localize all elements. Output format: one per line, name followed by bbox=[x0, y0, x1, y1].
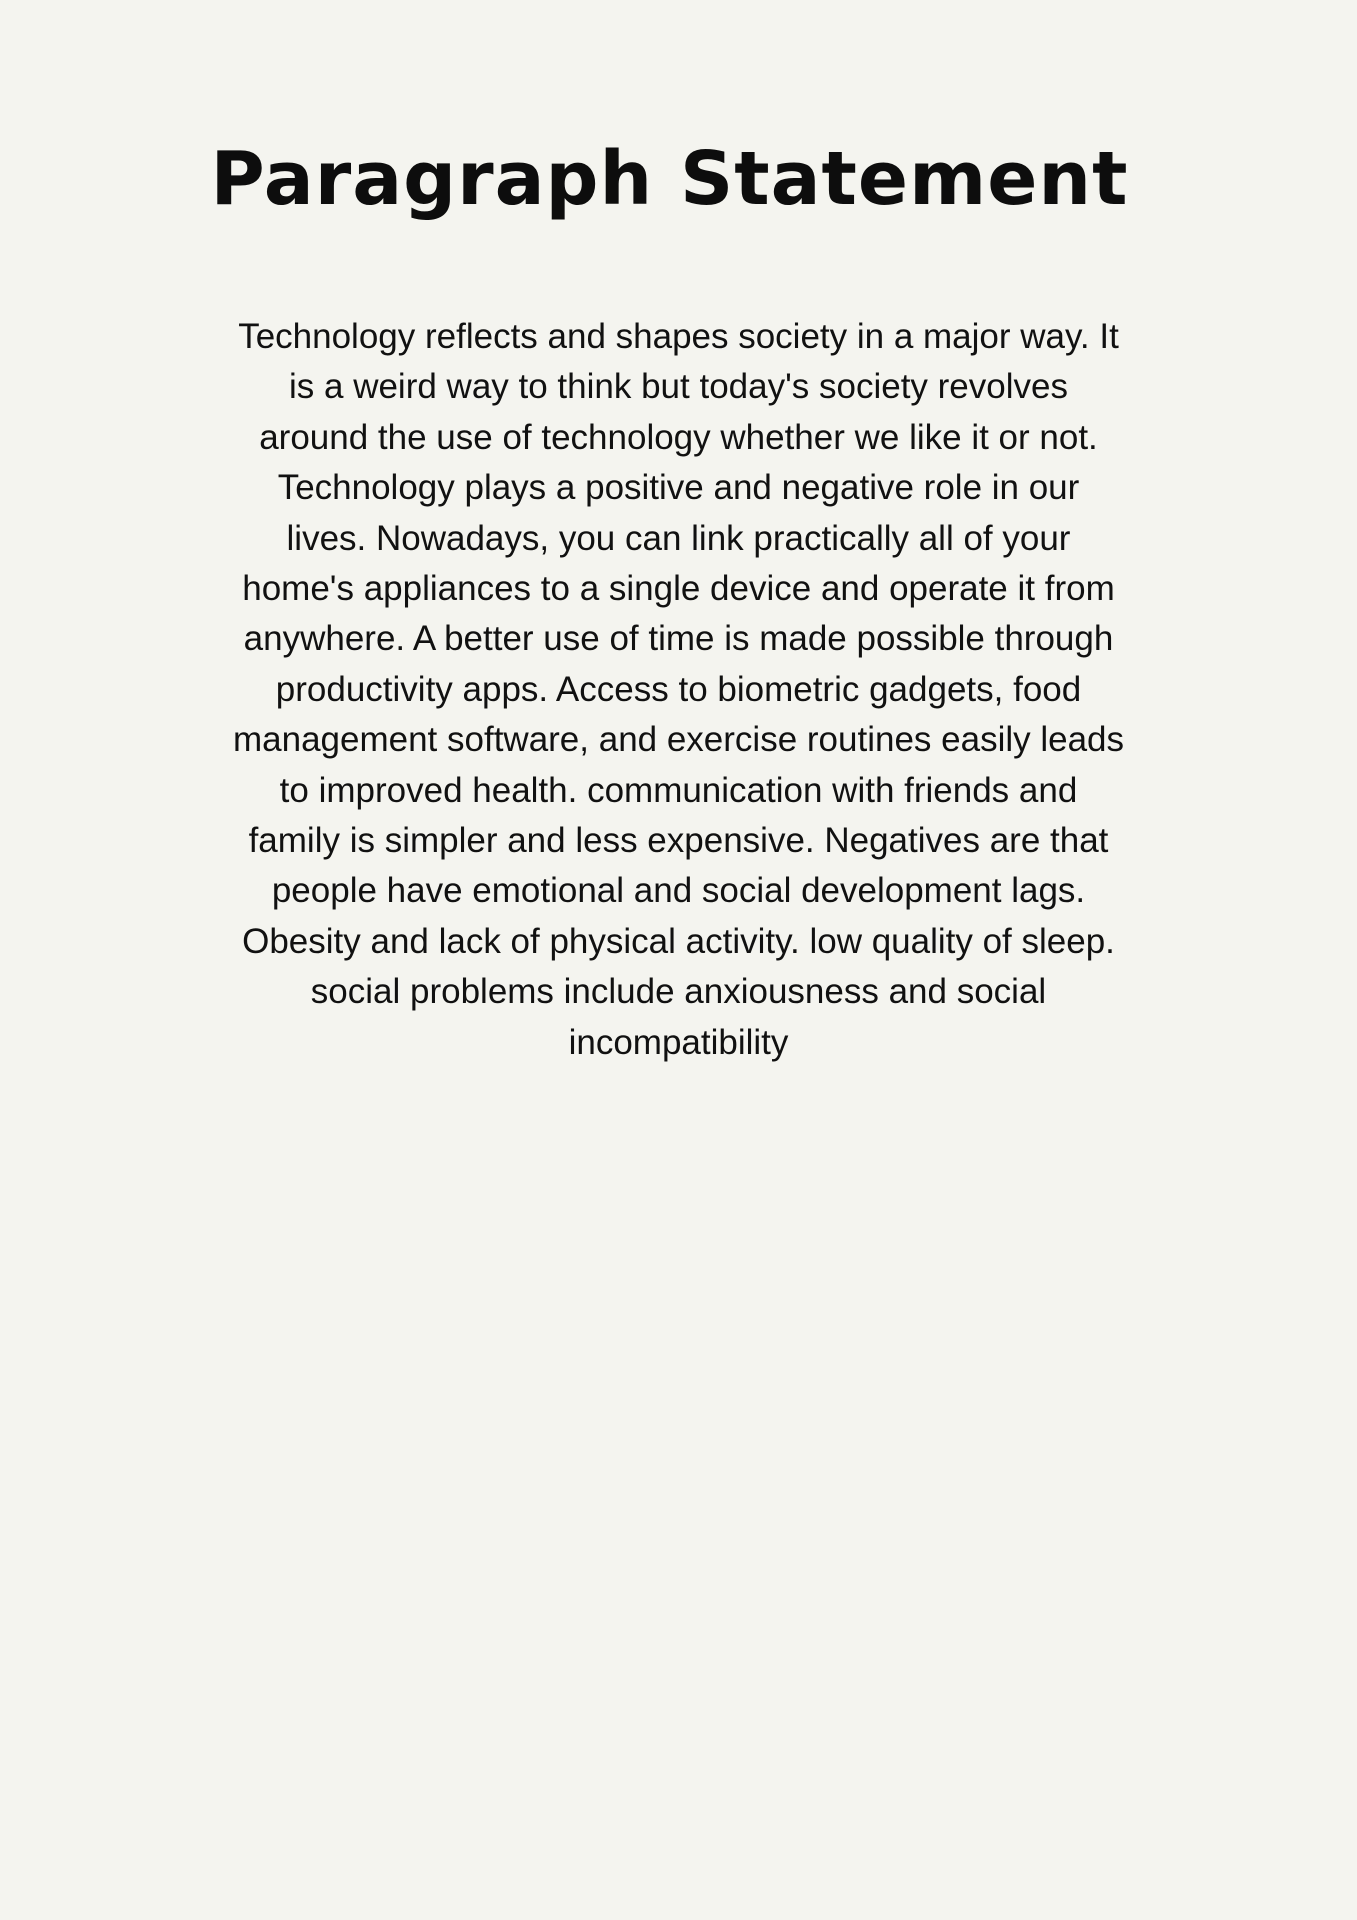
paragraph-line: home's appliances to a single device and operate it from bbox=[242, 569, 1115, 609]
paragraph-line: productivity apps. Access to biometric gadgets, food bbox=[275, 669, 1082, 709]
paragraph-statement bbox=[170, 312, 1187, 1068]
paragraph-line: Technology reflects and shapes society in a major way. It bbox=[238, 317, 1119, 356]
paragraph-line: is a weird way to think but today's society revolves bbox=[289, 367, 1068, 407]
paragraph-line: management software, and exercise routines easily leads bbox=[232, 720, 1125, 760]
paragraph-line: people have emotional and social development lags. bbox=[271, 871, 1086, 911]
paragraph-line: incompatibility bbox=[568, 1022, 789, 1062]
paragraph-line: around the use of technology whether we like it or not. bbox=[259, 417, 1098, 457]
paragraph-line: Technology plays a positive and negative role in our bbox=[277, 468, 1080, 508]
paragraph-line: anywhere. A better use of time is made possible through bbox=[243, 619, 1114, 659]
paragraph-line: to improved health. communication with friends and bbox=[279, 770, 1078, 810]
paragraph-line: lives. Nowadays, you can link practically all of your bbox=[286, 518, 1071, 558]
paragraph-line: Obesity and lack of physical activity. low quality of sleep. bbox=[242, 921, 1115, 961]
paragraph-line: family is simpler and less expensive. Negatives are that bbox=[248, 821, 1109, 861]
paragraph-line: social problems include anxiousness and social bbox=[310, 972, 1047, 1012]
page-title: Paragraph Statement bbox=[210, 136, 1129, 222]
